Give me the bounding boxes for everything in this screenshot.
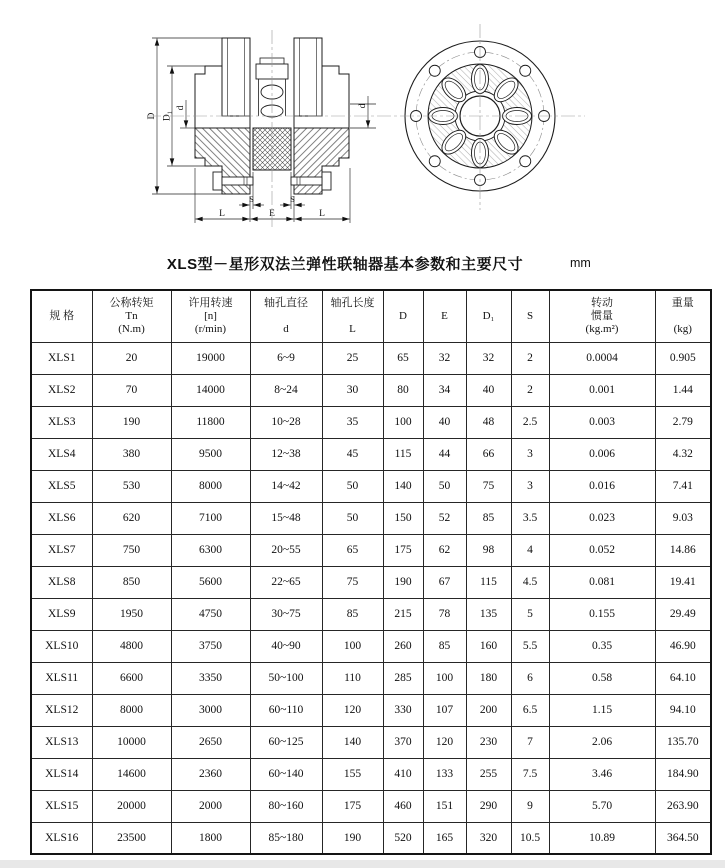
value-cell: 380	[92, 438, 171, 470]
value-cell: 14000	[171, 374, 250, 406]
dim-label-D1: D₁	[162, 110, 173, 122]
value-cell: 1950	[92, 598, 171, 630]
value-cell: 180	[466, 662, 511, 694]
table-row	[31, 342, 711, 374]
value-cell: 140	[322, 726, 383, 758]
value-cell: 46.90	[655, 630, 711, 662]
column-header: D₁	[466, 290, 511, 342]
column-header: 许用转速 [n] (r/min)	[171, 290, 250, 342]
value-cell: 6~9	[250, 342, 322, 374]
value-cell: 6600	[92, 662, 171, 694]
value-cell: 10.89	[549, 822, 655, 854]
value-cell: 0.001	[549, 374, 655, 406]
value-cell: 3	[511, 470, 549, 502]
value-cell: 7	[511, 726, 549, 758]
value-cell: 29.49	[655, 598, 711, 630]
value-cell: 0.905	[655, 342, 711, 374]
value-cell: 52	[423, 502, 466, 534]
value-cell: 0.003	[549, 406, 655, 438]
spec-cell: XLS11	[31, 662, 92, 694]
value-cell: 110	[322, 662, 383, 694]
value-cell: 40~90	[250, 630, 322, 662]
spec-cell: XLS12	[31, 694, 92, 726]
spec-table	[30, 289, 712, 855]
dim-label-S-right: S	[290, 194, 295, 204]
table-header-row	[31, 290, 711, 342]
value-cell: 150	[383, 502, 423, 534]
spec-cell: XLS4	[31, 438, 92, 470]
value-cell: 4	[511, 534, 549, 566]
value-cell: 8000	[92, 694, 171, 726]
value-cell: 2.5	[511, 406, 549, 438]
dim-label-D: D	[147, 112, 157, 120]
value-cell: 32	[466, 342, 511, 374]
value-cell: 19000	[171, 342, 250, 374]
value-cell: 25	[322, 342, 383, 374]
value-cell: 85	[466, 502, 511, 534]
dim-label-L-left: L	[219, 209, 225, 219]
value-cell: 255	[466, 758, 511, 790]
table-row	[31, 630, 711, 662]
value-cell: 75	[466, 470, 511, 502]
value-cell: 7.41	[655, 470, 711, 502]
value-cell: 107	[423, 694, 466, 726]
value-cell: 4800	[92, 630, 171, 662]
table-row	[31, 406, 711, 438]
value-cell: 30~75	[250, 598, 322, 630]
value-cell: 7100	[171, 502, 250, 534]
value-cell: 66	[466, 438, 511, 470]
value-cell: 0.006	[549, 438, 655, 470]
value-cell: 11800	[171, 406, 250, 438]
spec-cell: XLS13	[31, 726, 92, 758]
value-cell: 6300	[171, 534, 250, 566]
value-cell: 50	[423, 470, 466, 502]
value-cell: 0.0004	[549, 342, 655, 374]
spec-cell: XLS1	[31, 342, 92, 374]
value-cell: 2.06	[549, 726, 655, 758]
value-cell: 64.10	[655, 662, 711, 694]
value-cell: 80	[383, 374, 423, 406]
value-cell: 190	[322, 822, 383, 854]
value-cell: 165	[423, 822, 466, 854]
value-cell: 0.016	[549, 470, 655, 502]
value-cell: 10~28	[250, 406, 322, 438]
value-cell: 100	[383, 406, 423, 438]
value-cell: 60~125	[250, 726, 322, 758]
column-header: 规 格	[31, 290, 92, 342]
table-row	[31, 470, 711, 502]
value-cell: 410	[383, 758, 423, 790]
value-cell: 5	[511, 598, 549, 630]
value-cell: 78	[423, 598, 466, 630]
value-cell: 23500	[92, 822, 171, 854]
value-cell: 40	[423, 406, 466, 438]
value-cell: 20~55	[250, 534, 322, 566]
value-cell: 320	[466, 822, 511, 854]
value-cell: 75	[322, 566, 383, 598]
value-cell: 155	[322, 758, 383, 790]
value-cell: 65	[383, 342, 423, 374]
value-cell: 230	[466, 726, 511, 758]
table-body	[31, 342, 711, 854]
table-row	[31, 694, 711, 726]
value-cell: 175	[383, 534, 423, 566]
spec-cell: XLS10	[31, 630, 92, 662]
value-cell: 260	[383, 630, 423, 662]
dim-label-d-right: d	[358, 103, 368, 109]
column-header: 轴孔直径 d	[250, 290, 322, 342]
value-cell: 200	[466, 694, 511, 726]
value-cell: 290	[466, 790, 511, 822]
spec-cell: XLS15	[31, 790, 92, 822]
value-cell: 115	[466, 566, 511, 598]
dim-label-S-left: S	[249, 194, 254, 204]
value-cell: 9	[511, 790, 549, 822]
value-cell: 6	[511, 662, 549, 694]
value-cell: 85~180	[250, 822, 322, 854]
value-cell: 370	[383, 726, 423, 758]
value-cell: 85	[322, 598, 383, 630]
value-cell: 6.5	[511, 694, 549, 726]
value-cell: 850	[92, 566, 171, 598]
value-cell: 620	[92, 502, 171, 534]
value-cell: 8~24	[250, 374, 322, 406]
value-cell: 44	[423, 438, 466, 470]
table-row	[31, 598, 711, 630]
value-cell: 20	[92, 342, 171, 374]
value-cell: 62	[423, 534, 466, 566]
page-bottom-edge	[0, 860, 725, 868]
value-cell: 120	[322, 694, 383, 726]
dim-label-E: E	[269, 209, 275, 219]
value-cell: 67	[423, 566, 466, 598]
column-header: E	[423, 290, 466, 342]
value-cell: 0.58	[549, 662, 655, 694]
value-cell: 22~65	[250, 566, 322, 598]
value-cell: 2.79	[655, 406, 711, 438]
value-cell: 20000	[92, 790, 171, 822]
dim-label-L-right: L	[319, 209, 325, 219]
value-cell: 9.03	[655, 502, 711, 534]
coupling-drawing	[0, 0, 725, 250]
value-cell: 2	[511, 342, 549, 374]
value-cell: 460	[383, 790, 423, 822]
table-row	[31, 566, 711, 598]
value-cell: 135.70	[655, 726, 711, 758]
page-title: XLS型－星形双法兰弹性联轴器基本参数和主要尺寸	[166, 256, 524, 273]
table-row	[31, 726, 711, 758]
value-cell: 133	[423, 758, 466, 790]
value-cell: 530	[92, 470, 171, 502]
column-header: S	[511, 290, 549, 342]
value-cell: 2	[511, 374, 549, 406]
value-cell: 5.5	[511, 630, 549, 662]
value-cell: 3000	[171, 694, 250, 726]
value-cell: 0.155	[549, 598, 655, 630]
value-cell: 5.70	[549, 790, 655, 822]
value-cell: 94.10	[655, 694, 711, 726]
value-cell: 14.86	[655, 534, 711, 566]
value-cell: 3.5	[511, 502, 549, 534]
value-cell: 8000	[171, 470, 250, 502]
value-cell: 34	[423, 374, 466, 406]
spec-cell: XLS2	[31, 374, 92, 406]
value-cell: 1.44	[655, 374, 711, 406]
column-header: 转动 惯量 (kg.m²)	[549, 290, 655, 342]
spec-cell: XLS6	[31, 502, 92, 534]
value-cell: 3750	[171, 630, 250, 662]
value-cell: 160	[466, 630, 511, 662]
value-cell: 19.41	[655, 566, 711, 598]
value-cell: 48	[466, 406, 511, 438]
value-cell: 9500	[171, 438, 250, 470]
value-cell: 100	[423, 662, 466, 694]
column-header: 公称转矩 Tn (N.m)	[92, 290, 171, 342]
value-cell: 60~140	[250, 758, 322, 790]
value-cell: 364.50	[655, 822, 711, 854]
value-cell: 2000	[171, 790, 250, 822]
spec-cell: XLS8	[31, 566, 92, 598]
value-cell: 50	[322, 502, 383, 534]
value-cell: 750	[92, 534, 171, 566]
value-cell: 35	[322, 406, 383, 438]
value-cell: 1800	[171, 822, 250, 854]
value-cell: 32	[423, 342, 466, 374]
value-cell: 4.5	[511, 566, 549, 598]
value-cell: 60~110	[250, 694, 322, 726]
value-cell: 3350	[171, 662, 250, 694]
value-cell: 151	[423, 790, 466, 822]
value-cell: 1.15	[549, 694, 655, 726]
value-cell: 5600	[171, 566, 250, 598]
column-header: 重量 (kg)	[655, 290, 711, 342]
table-row	[31, 534, 711, 566]
value-cell: 3.46	[549, 758, 655, 790]
value-cell: 0.081	[549, 566, 655, 598]
value-cell: 50~100	[250, 662, 322, 694]
value-cell: 135	[466, 598, 511, 630]
value-cell: 80~160	[250, 790, 322, 822]
spec-cell: XLS7	[31, 534, 92, 566]
spec-cell: XLS14	[31, 758, 92, 790]
value-cell: 4.32	[655, 438, 711, 470]
value-cell: 7.5	[511, 758, 549, 790]
table-row	[31, 502, 711, 534]
value-cell: 0.052	[549, 534, 655, 566]
spec-cell: XLS5	[31, 470, 92, 502]
value-cell: 40	[466, 374, 511, 406]
value-cell: 120	[423, 726, 466, 758]
value-cell: 12~38	[250, 438, 322, 470]
value-cell: 2360	[171, 758, 250, 790]
value-cell: 4750	[171, 598, 250, 630]
value-cell: 65	[322, 534, 383, 566]
value-cell: 0.35	[549, 630, 655, 662]
value-cell: 190	[383, 566, 423, 598]
value-cell: 45	[322, 438, 383, 470]
value-cell: 215	[383, 598, 423, 630]
value-cell: 10.5	[511, 822, 549, 854]
value-cell: 0.023	[549, 502, 655, 534]
value-cell: 98	[466, 534, 511, 566]
table-row	[31, 790, 711, 822]
table-row	[31, 438, 711, 470]
table-row	[31, 374, 711, 406]
value-cell: 14600	[92, 758, 171, 790]
spec-cell: XLS9	[31, 598, 92, 630]
dim-label-d-left: d	[176, 105, 186, 111]
value-cell: 3	[511, 438, 549, 470]
value-cell: 50	[322, 470, 383, 502]
value-cell: 190	[92, 406, 171, 438]
column-header: D	[383, 290, 423, 342]
value-cell: 2650	[171, 726, 250, 758]
value-cell: 140	[383, 470, 423, 502]
table-row	[31, 758, 711, 790]
spec-cell: XLS3	[31, 406, 92, 438]
table-row	[31, 822, 711, 854]
value-cell: 100	[322, 630, 383, 662]
value-cell: 30	[322, 374, 383, 406]
table-row	[31, 662, 711, 694]
value-cell: 14~42	[250, 470, 322, 502]
value-cell: 175	[322, 790, 383, 822]
value-cell: 330	[383, 694, 423, 726]
value-cell: 85	[423, 630, 466, 662]
value-cell: 15~48	[250, 502, 322, 534]
unit-label: mm	[570, 256, 591, 270]
value-cell: 10000	[92, 726, 171, 758]
value-cell: 520	[383, 822, 423, 854]
spec-cell: XLS16	[31, 822, 92, 854]
value-cell: 263.90	[655, 790, 711, 822]
value-cell: 184.90	[655, 758, 711, 790]
value-cell: 115	[383, 438, 423, 470]
value-cell: 70	[92, 374, 171, 406]
column-header: 轴孔长度 L	[322, 290, 383, 342]
title-row	[0, 253, 725, 277]
value-cell: 285	[383, 662, 423, 694]
